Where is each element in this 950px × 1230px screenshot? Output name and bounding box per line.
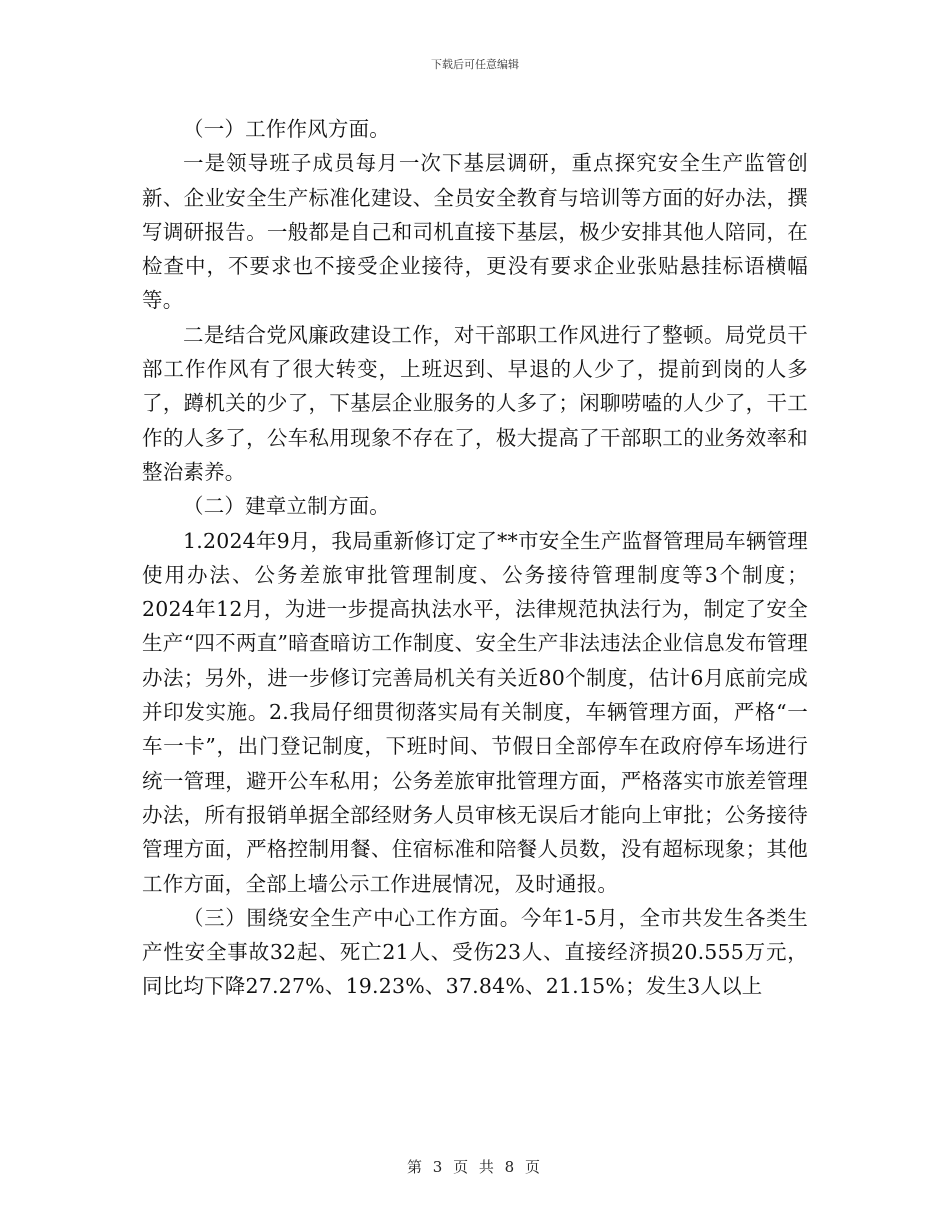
section-heading-work-style: （一）工作作风方面。 xyxy=(183,117,390,141)
paragraph-safety-production: （三）围绕安全生产中心工作方面。今年1-5月，全市共发生各类生产性安全事故32起、死亡21人、受伤23人、直接经济损20.555万元，同比均下降27.27%、19.23%、37.84%、21.15%；发生3人以上 xyxy=(142,905,808,999)
page-header: 下载后可任意编辑 xyxy=(431,58,519,71)
paragraph-rectification: 二是结合党风廉政建设工作，对干部职工作风进行了整顿。局党员干部工作作风有了很大转变，上班迟到、早退的人少了，提前到岗的人多了，蹲机关的少了，下基层企业服务的人多了；闲聊唠嗑的人少了，干工作的人多了，公车私用现象不存在了，极大提高了干部职工的业务效率和整治素养。 xyxy=(142,322,808,484)
page-number-footer: 第 3 页 共 8 页 xyxy=(407,1158,543,1176)
section-heading-regulations: （二）建章立制方面。 xyxy=(183,494,390,519)
document-body xyxy=(142,112,808,1004)
paragraph-research: 一是领导班子成员每月一次下基层调研，重点探究安全生产监管创新、企业安全生产标准化建设、全员安全教育与培训等方面的好办法，撰写调研报告。一般都是自己和司机直接下基层，极少安排其他人陪同，在检查中，不要求也不接受企业接待，更没有要求企业张贴悬挂标语横幅等。 xyxy=(142,151,808,313)
paragraph-regulations: 1.2024年9月，我局重新修订定了**市安全生产监督管理局车辆管理使用办法、公务差旅审批管理制度、公务接待管理制度等3个制度；2024年12月，为进一步提高执法水平，法律规范执法行为，制定了安全生产“四不两直”暗查暗访工作制度、安全生产非法违法企业信息发布管理办法；另外，进一步修订完善局机关有关近80个制度，估计6月底前完成并印发实施。2.我局仔细贯彻落实局有关制度，车辆管理方面，严格“一车一卡”，出门登记制度，下班时间、节假日全部停车在政府停车场进行统一管理，避开公车私用；公务差旅审批管理方面，严格落实市旅差管理办法，所有报销单据全部经财务人员审核无误后才能向上审批；公务接待管理方面，严格控制用餐、住宿标准和陪餐人员数，没有超标现象；其他工作方面，全部上墙公示工作进展情况，及时通报。 xyxy=(142,528,808,896)
